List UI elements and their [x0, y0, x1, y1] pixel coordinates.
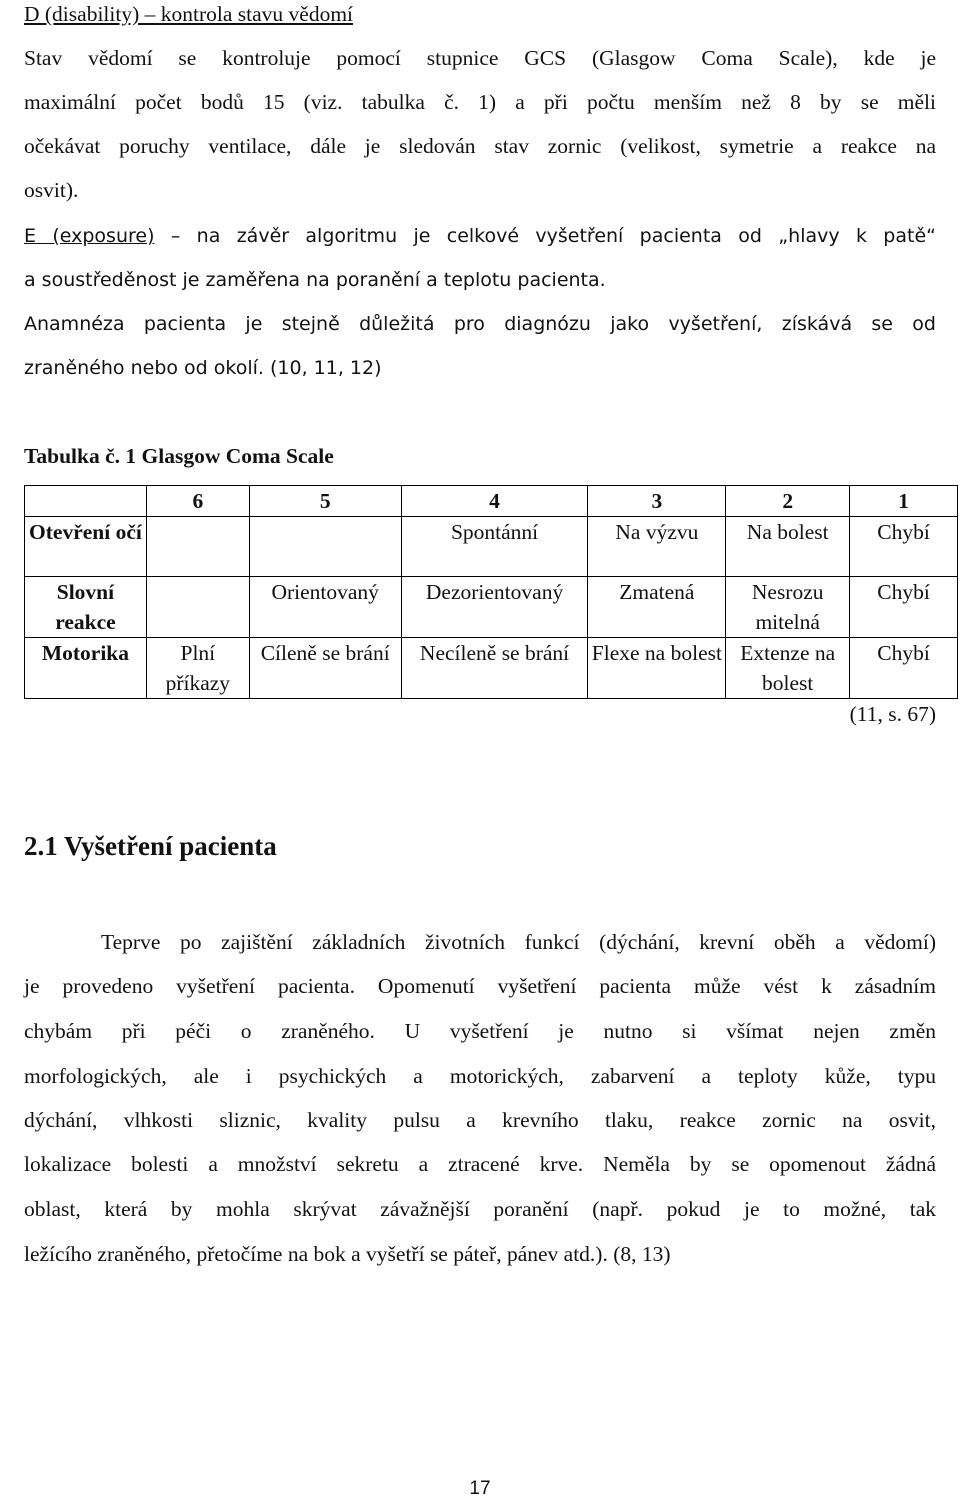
table-header-cell: 4 [401, 486, 588, 517]
table-source: (11, s. 67) [849, 702, 936, 726]
table-cell: Spontánní [401, 517, 588, 577]
table-cell: Extenze na bolest [726, 638, 850, 699]
page-number: 17 [469, 1478, 491, 1499]
paragraph-line: a soustředěnost je zaměřena na poranění a teplotu pacienta. [24, 269, 606, 291]
section-e-line [24, 222, 936, 250]
section-e-text: – na závěr algoritmu je celkové vyšetření pacienta od „hlavy k patě“ [154, 225, 936, 247]
paragraph-line: morfologických, ale i psychických a motorických, zabarvení a teploty kůže, typu [24, 1064, 936, 1088]
table-cell: Orientovaný [249, 577, 401, 638]
table-row [25, 577, 958, 638]
table-cell: Na bolest [726, 517, 850, 577]
paragraph-line: chybám při péči o zraněného. U vyšetření je nutno si všímat nejen změn [24, 1019, 936, 1043]
section-d-heading: D (disability) – kontrola stavu vědomí [24, 2, 354, 26]
table-header-cell: 6 [146, 486, 249, 517]
paragraph-line: zraněného nebo od okolí. (10, 11, 12) [24, 357, 382, 379]
section-e-heading: E (exposure) [24, 225, 155, 247]
table-header-row [25, 486, 958, 517]
table-cell [146, 577, 249, 638]
table-row [25, 638, 958, 699]
table-cell: Zmatená [588, 577, 726, 638]
table-caption: Tabulka č. 1 Glasgow Coma Scale [24, 444, 334, 468]
table-cell [249, 517, 401, 577]
table-cell: Flexe na bolest [588, 638, 726, 699]
row-label: Otevření očí [25, 517, 147, 577]
paragraph-line: ležícího zraněného, přetočíme na bok a vyšetří se páteř, pánev atd.). (8, 13) [24, 1242, 671, 1266]
table-cell [25, 486, 147, 517]
table-cell: Necíleně se brání [401, 638, 588, 699]
table-row [25, 517, 958, 577]
paragraph-line: očekávat poruchy ventilace, dále je sledován stav zornic (velikost, symetrie a reakce na [24, 134, 936, 158]
table-header-cell: 5 [249, 486, 401, 517]
gcs-table [24, 485, 958, 699]
paragraph-line: Anamnéza pacienta je stejně důležitá pro diagnózu jako vyšetření, získává se od [24, 313, 936, 335]
paragraph-line: dýchání, vlhkosti sliznic, kvality pulsu a krevního tlaku, reakce zornic na osvit, [24, 1108, 936, 1132]
paragraph-line: je provedeno vyšetření pacienta. Opomenutí vyšetření pacienta může vést k zásadním [24, 974, 936, 998]
row-label: Motorika [25, 638, 147, 699]
paragraph-line: lokalizace bolesti a množství sekretu a ztracené krve. Neměla by se opomenout žádná [24, 1152, 936, 1176]
paragraph-line: maximální počet bodů 15 (viz. tabulka č. 1) a při počtu menším než 8 by se měli [24, 90, 936, 114]
row-label: Slovní reakce [25, 577, 147, 638]
table-header-cell: 1 [850, 486, 958, 517]
table-cell: Chybí [850, 577, 958, 638]
table-cell: Plní příkazy [146, 638, 249, 699]
table-cell: Dezorientovaný [401, 577, 588, 638]
paragraph-line: oblast, která by mohla skrývat závažnější poranění (např. pokud je to možné, tak [24, 1197, 936, 1221]
paragraph-line: osvit). [24, 178, 79, 202]
table-header-cell: 3 [588, 486, 726, 517]
paragraph-line: Stav vědomí se kontroluje pomocí stupnice GCS (Glasgow Coma Scale), kde je [24, 46, 936, 70]
paragraph-line: Teprve po zajištění základních životních funkcí (dýchání, krevní oběh a vědomí) [101, 930, 936, 954]
table-cell: Nesrozu mitelná [726, 577, 850, 638]
table-cell: Na výzvu [588, 517, 726, 577]
table-cell [146, 517, 249, 577]
table-cell: Chybí [850, 517, 958, 577]
table-cell: Cíleně se brání [249, 638, 401, 699]
table-header-cell: 2 [726, 486, 850, 517]
section-heading: 2.1 Vyšetření pacienta [24, 831, 277, 861]
table-cell: Chybí [850, 638, 958, 699]
